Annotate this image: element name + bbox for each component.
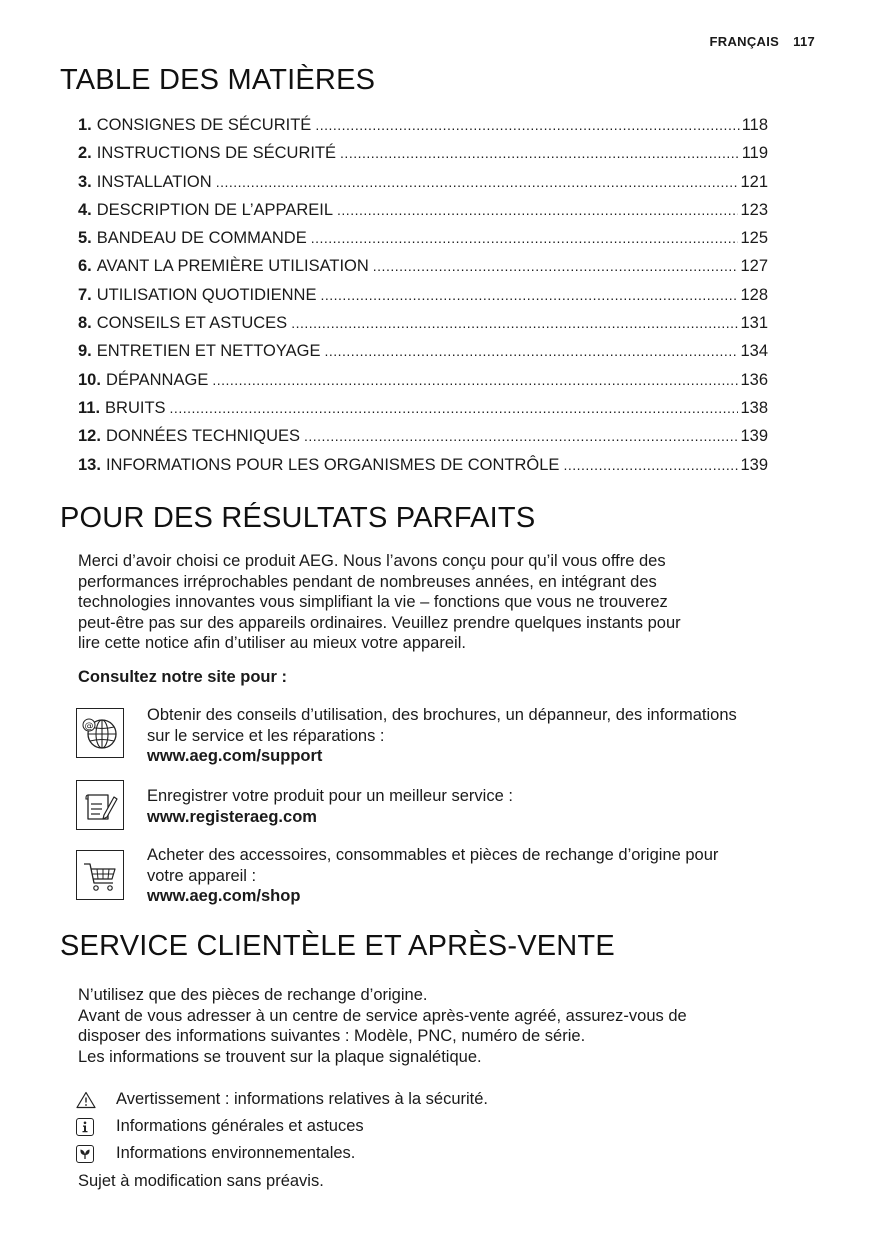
footer-note: Sujet à modification sans préavis.	[78, 1172, 324, 1190]
toc-page-number: 134	[740, 342, 768, 361]
intro-line: peut-être pas sur des appareils ordinaires. Veuillez prendre quelques instants pour	[78, 613, 681, 632]
toc-entry-title: INFORMATIONS POUR LES ORGANISMES DE CONTRÔLE	[105, 455, 560, 474]
toc-row[interactable]	[78, 144, 768, 172]
register-link[interactable]: www.registeraeg.com	[147, 807, 317, 826]
toc-row[interactable]	[78, 173, 768, 201]
toc-row[interactable]	[78, 314, 768, 342]
toc-page-number: 127	[740, 257, 768, 276]
support-line: Obtenir des conseils d’utilisation, des brochures, un dépanneur, des informations	[147, 706, 737, 724]
toc-page-number: 128	[740, 285, 768, 304]
toc-number: 5.	[78, 229, 92, 248]
globe-icon	[76, 708, 124, 758]
toc-row[interactable]	[78, 371, 768, 399]
toc-row[interactable]	[78, 342, 768, 370]
table-of-contents	[78, 116, 768, 484]
toc-entry-title: CONSIGNES DE SÉCURITÉ	[96, 116, 312, 134]
toc-number: 8.	[78, 314, 92, 333]
toc-number: 1.	[78, 116, 92, 134]
environment-leaf-icon	[76, 1145, 94, 1163]
toc-row[interactable]	[78, 116, 768, 144]
page-number: 117	[793, 34, 815, 49]
service-paragraph	[78, 985, 798, 1067]
toc-entry-title: DONNÉES TECHNIQUES	[105, 427, 300, 446]
toc-leader-dots	[212, 372, 738, 388]
toc-entry-title: BRUITS	[105, 398, 166, 417]
toc-page-number: 131	[740, 314, 768, 333]
intro-line: performances irréprochables pendant de nombreuses années, en intégrant des	[78, 572, 657, 591]
language-label: FRANÇAIS	[709, 34, 780, 49]
warning-icon	[76, 1091, 96, 1109]
toc-number: 10.	[78, 370, 101, 389]
toc-number: 9.	[78, 342, 92, 361]
toc-leader-dots	[324, 343, 738, 359]
shop-link[interactable]: www.aeg.com/shop	[147, 887, 301, 905]
toc-row[interactable]	[78, 229, 768, 257]
service-line: Les informations se trouvent sur la plaque signalétique.	[78, 1047, 482, 1066]
toc-entry-title: UTILISATION QUOTIDIENNE	[96, 285, 317, 304]
toc-entry-title: INSTALLATION	[96, 172, 212, 191]
toc-number: 11.	[78, 398, 101, 417]
toc-row[interactable]	[78, 427, 768, 455]
toc-page-number: 123	[740, 200, 768, 219]
toc-number: 4.	[78, 200, 92, 219]
toc-page-number: 119	[741, 144, 768, 163]
toc-leader-dots	[563, 457, 738, 473]
legend-info	[76, 1117, 364, 1136]
toc-page-number: 118	[741, 116, 768, 134]
service-title: SERVICE CLIENTÈLE ET APRÈS-VENTE	[60, 930, 615, 962]
shopping-cart-icon	[76, 850, 124, 900]
toc-row[interactable]	[78, 257, 768, 285]
toc-row[interactable]	[78, 201, 768, 229]
toc-leader-dots	[337, 202, 738, 218]
toc-number: 13.	[78, 455, 101, 474]
page-header	[710, 34, 815, 49]
service-line: Avant de vous adresser à un centre de service après-vente agréé, assurez-vous de	[78, 1006, 687, 1025]
toc-leader-dots	[340, 145, 740, 161]
toc-page-number: 136	[740, 370, 768, 389]
legend-info-text: Informations générales et astuces	[116, 1117, 364, 1135]
intro-line: Merci d’avoir choisi ce produit AEG. Nous l’avons conçu pour qu’il vous offre des	[78, 552, 666, 570]
toc-row[interactable]	[78, 286, 768, 314]
toc-page-number: 139	[740, 455, 768, 474]
toc-leader-dots	[315, 117, 739, 133]
shop-line: Acheter des accessoires, consommables et pièces de rechange d’origine pour	[147, 846, 719, 864]
toc-leader-dots	[320, 287, 738, 303]
shop-info	[147, 845, 817, 907]
toc-number: 3.	[78, 172, 92, 191]
toc-row[interactable]	[78, 456, 768, 484]
toc-entry-title: DÉPANNAGE	[105, 370, 209, 389]
shop-line: votre appareil :	[147, 866, 257, 885]
register-line: Enregistrer votre produit pour un meilleur service :	[147, 787, 513, 805]
toc-row[interactable]	[78, 399, 768, 427]
support-link[interactable]: www.aeg.com/support	[147, 747, 323, 765]
legend-warning	[76, 1090, 488, 1109]
toc-page-number: 121	[740, 172, 768, 191]
consult-label: Consultez notre site pour :	[78, 668, 288, 686]
legend-environment-text: Informations environnementales.	[116, 1144, 356, 1162]
toc-title: TABLE DES MATIÈRES	[60, 64, 376, 96]
toc-entry-title: DESCRIPTION DE L’APPAREIL	[96, 200, 334, 219]
toc-page-number: 138	[740, 398, 768, 417]
toc-leader-dots	[311, 230, 739, 246]
service-line: disposer des informations suivantes : Modèle, PNC, numéro de série.	[78, 1027, 586, 1045]
support-info	[147, 705, 817, 767]
toc-leader-dots	[373, 258, 739, 274]
toc-number: 12.	[78, 427, 101, 446]
toc-entry-title: AVANT LA PREMIÈRE UTILISATION	[96, 257, 369, 276]
results-title: POUR DES RÉSULTATS PARFAITS	[60, 502, 536, 534]
support-line: sur le service et les réparations :	[147, 726, 385, 745]
service-line: N’utilisez que des pièces de rechange d’origine.	[78, 986, 428, 1004]
toc-leader-dots	[170, 400, 739, 416]
intro-line: lire cette notice afin d’utiliser au mieux votre appareil.	[78, 634, 466, 652]
toc-number: 6.	[78, 257, 92, 276]
toc-entry-title: BANDEAU DE COMMANDE	[96, 229, 307, 248]
legend-environment	[76, 1144, 355, 1163]
toc-entry-title: INSTRUCTIONS DE SÉCURITÉ	[96, 144, 337, 163]
register-form-icon	[76, 780, 124, 830]
toc-page-number: 125	[740, 229, 768, 248]
toc-leader-dots	[304, 428, 738, 444]
info-icon	[76, 1118, 94, 1136]
legend-warning-text: Avertissement : informations relatives à la sécurité.	[116, 1090, 489, 1108]
toc-leader-dots	[291, 315, 738, 331]
toc-number: 7.	[78, 285, 92, 304]
intro-paragraph	[78, 551, 778, 654]
register-info	[147, 786, 817, 827]
toc-leader-dots	[216, 174, 739, 190]
intro-line: technologies innovantes vous simplifiant la vie – fonctions que vous ne trouverez	[78, 593, 668, 611]
toc-entry-title: CONSEILS ET ASTUCES	[96, 314, 288, 333]
svg-text:@: @	[84, 721, 94, 732]
toc-page-number: 139	[740, 427, 768, 446]
toc-entry-title: ENTRETIEN ET NETTOYAGE	[96, 342, 321, 361]
toc-number: 2.	[78, 144, 92, 163]
